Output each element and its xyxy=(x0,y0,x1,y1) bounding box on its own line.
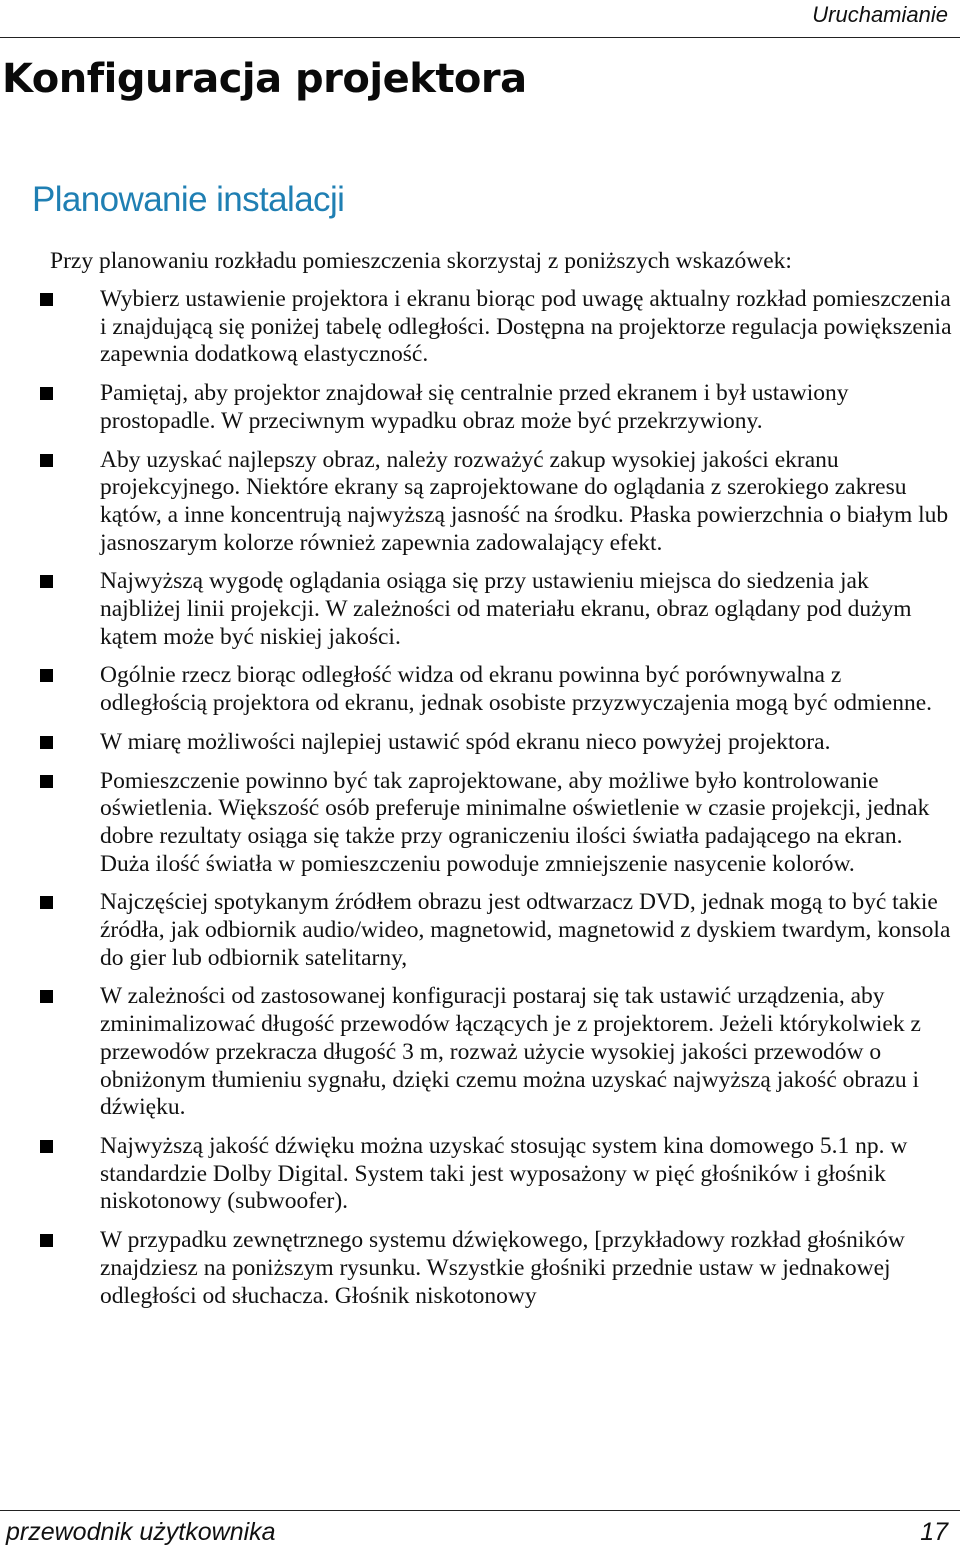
intro-paragraph: Przy planowaniu rozkładu pomieszczenia skorzystaj z poniższych wskazówek: xyxy=(50,248,792,274)
list-item-text: Pamiętaj, aby projektor znajdował się centralnie przed ekranem i był ustawiony prostopadle. W przeciwnym wypadku obraz może być przekrzywiony. xyxy=(100,380,849,434)
running-head: Uruchamianie xyxy=(812,2,948,27)
section-title: Planowanie instalacji xyxy=(32,180,345,219)
guidelines-list xyxy=(0,286,960,1321)
square-bullet-icon xyxy=(40,775,53,788)
square-bullet-icon xyxy=(40,990,53,1003)
list-item-text: Najczęściej spotykanym źródłem obrazu jest odtwarzacz DVD, jednak mogą to być takie źródła, jak odbiornik audio/wideo, magnetowid, magnetowid z dyskiem twardym, konsola do gier lub odbiornik satelitarny, xyxy=(100,889,951,971)
list-item xyxy=(0,662,960,717)
list-item-text: W miarę możliwości najlepiej ustawić spód ekranu nieco powyżej projektora. xyxy=(100,728,831,755)
square-bullet-icon xyxy=(40,736,53,749)
list-item xyxy=(0,1133,960,1216)
list-item xyxy=(0,447,960,558)
footer-title: przewodnik użytkownika xyxy=(6,1518,276,1546)
list-item-text: W zależności od zastosowanej konfiguracji postaraj się tak ustawić urządzenia, aby zminimalizować długość przewodów łączących je z projektorem. Jeżeli którykolwiek z przewodów przekracza długość 3 m, rozważ użycie wysokiej jakości przewodów o obniżonym tłumieniu sygnału, dzięki czemu można uzyskać najwyższą jakość obrazu i dźwięku. xyxy=(100,983,921,1121)
square-bullet-icon xyxy=(40,293,53,306)
square-bullet-icon xyxy=(40,1234,53,1247)
list-item-text: W przypadku zewnętrznego systemu dźwiękowego, [przykładowy rozkład głośników znajdziesz na poniższym rysunku. Wszystkie głośniki przednie ustaw w jednakowej odległości od słuchacza. Głośnik niskotonowy xyxy=(100,1227,905,1309)
page-number: 17 xyxy=(920,1518,948,1546)
list-item-text: Ogólnie rzecz biorąc odległość widza od ekranu powinna być porównywalna z odległością projektora od ekranu, jednak osobiste przyzwyczajenia mogą być odmienne. xyxy=(100,662,933,717)
square-bullet-icon xyxy=(40,454,53,467)
list-item-text: Najwyższą wygodę oglądania osiąga się przy ustawieniu miejsca do siedzenia jak najbliżej linii projekcji. W zależności od materiału ekranu, obraz oglądany pod dużym kątem może być niskiej jakości. xyxy=(100,568,912,650)
list-item xyxy=(0,889,960,972)
square-bullet-icon xyxy=(40,896,53,909)
square-bullet-icon xyxy=(40,1140,53,1153)
square-bullet-icon xyxy=(40,669,53,682)
list-item xyxy=(0,729,960,757)
header-rule xyxy=(0,37,960,38)
list-item xyxy=(0,983,960,1122)
square-bullet-icon xyxy=(40,575,53,588)
list-item xyxy=(0,286,960,369)
chapter-title: Konfiguracja projektora xyxy=(2,56,527,102)
list-item xyxy=(0,568,960,651)
list-item-text: Aby uzyskać najlepszy obraz, należy rozważyć zakup wysokiej jakości ekranu projekcyjnego. Niektóre ekrany są zaprojektowane do oglądania z szerokiego zakresu kątów, a inne koncentrują najwyższą jasność na środku. Płaska powierzchnia o białym lub jasnoszarym kolorze również zapewnia zadowalający efekt. xyxy=(100,446,949,556)
list-item xyxy=(0,380,960,435)
square-bullet-icon xyxy=(40,387,53,400)
list-item xyxy=(0,1227,960,1310)
list-item-text: Wybierz ustawienie projektora i ekranu biorąc pod uwagę aktualny rozkład pomieszczenia i znajdującą się poniżej tabelę odległości. Dostępna na projektorze regulacja powiększenia zapewnia dodatkową elastyczność. xyxy=(100,286,952,368)
list-item-text: Pomieszczenie powinno być tak zaprojektowane, aby możliwe było kontrolowanie oświetlenia. Większość osób preferuje minimalne oświetlenie w czasie projekcji, jednak dobre rezultaty osiąga się także przy ograniczeniu ilości światła padającego na ekran. Duża ilość światła w pomieszczeniu powoduje zmniejszenie nasycenie kolorów. xyxy=(100,767,930,877)
footer-rule xyxy=(0,1510,960,1511)
list-item-text: Najwyższą jakość dźwięku można uzyskać stosując system kina domowego 5.1 np. w standardzie Dolby Digital. System taki jest wyposażony w pięć głośników i głośnik niskotonowy (subwoofer). xyxy=(100,1132,908,1215)
list-item xyxy=(0,768,960,879)
